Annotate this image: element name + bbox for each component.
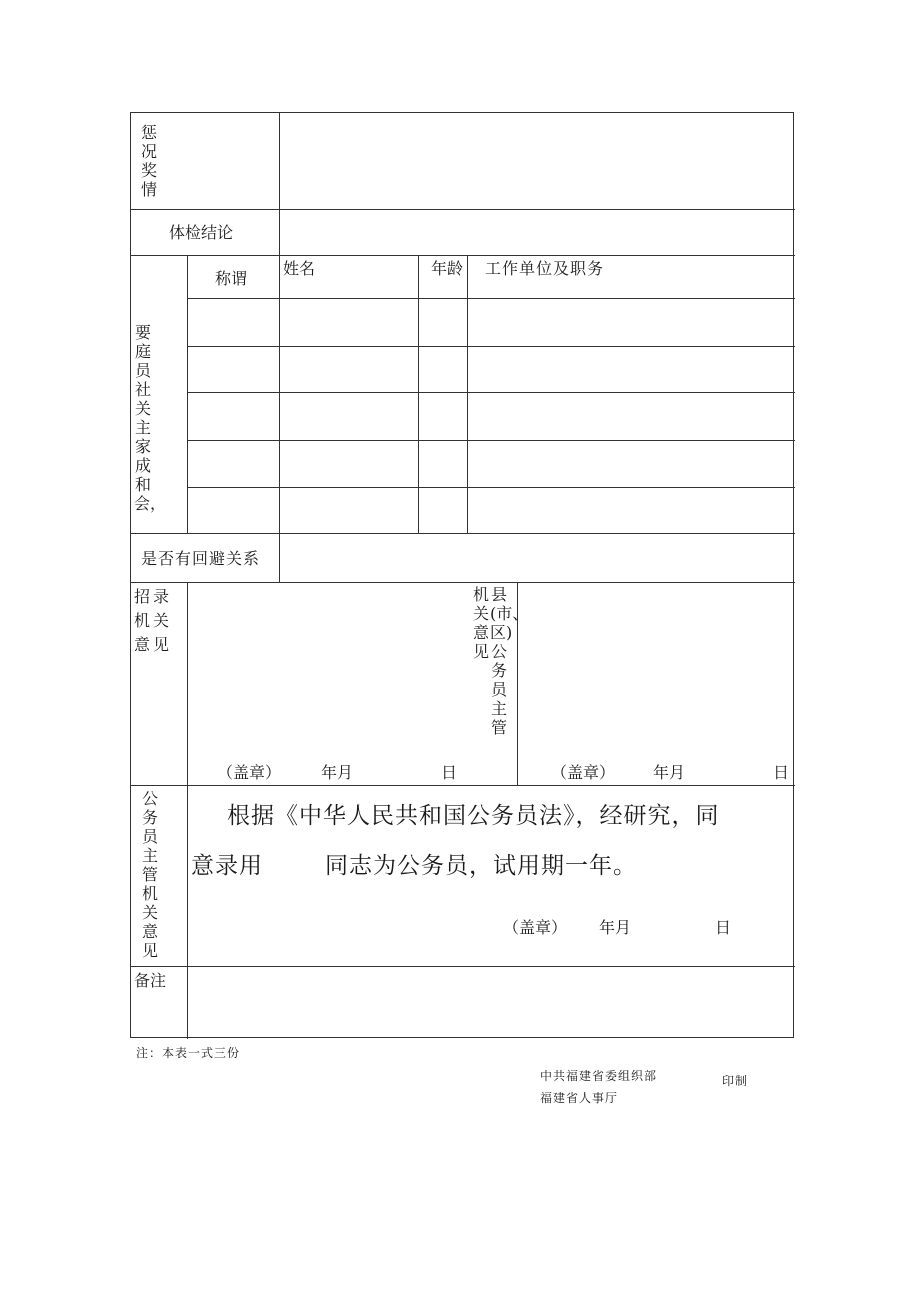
column-divider (279, 255, 280, 533)
recruiting-day: 日 (441, 763, 458, 782)
row-divider (131, 966, 795, 967)
medical-label: 体检结论 (169, 223, 234, 242)
footer-note: 注：本表一式三份 (136, 1046, 241, 1060)
row-divider (131, 582, 795, 583)
county-seal: （盖章） (551, 763, 616, 782)
column-divider (187, 582, 188, 1039)
column-divider (279, 113, 280, 255)
authority-date: 年月 (599, 918, 632, 937)
footer-printed: 印制 (722, 1074, 749, 1088)
authority-seal: （盖章） (503, 918, 568, 937)
footer-org1: 中共福建省委组织部 (540, 1069, 658, 1083)
row-divider (131, 255, 795, 256)
column-divider (187, 255, 188, 533)
remarks-label: 备注 (134, 971, 167, 990)
recruiting-seal: （盖章） (217, 763, 282, 782)
authority-statement-line2a: 意录用 (191, 853, 263, 879)
row-divider (131, 533, 795, 534)
county-date: 年月 (653, 763, 686, 782)
authority-statement-line2b: 同志为公务员，试用期一年。 (325, 853, 637, 879)
row-divider (131, 209, 795, 210)
avoidance-label: 是否有回避关系 (141, 549, 261, 568)
rewards-label: 惩况奖情 (140, 123, 157, 199)
authority-day: 日 (715, 918, 732, 937)
county-label-col2: 县(市、区)公务员主管 (490, 585, 529, 737)
header-work: 工作单位及职务 (485, 259, 605, 278)
authority-statement-line1: 根据《中华人民共和国公务员法》，经研究，同 (227, 803, 720, 829)
column-divider (279, 533, 280, 582)
family-side-label: 要庭员社关主家成和会， (134, 323, 167, 513)
footer-org2: 福建省人事厅 (540, 1091, 619, 1105)
authority-label: 公务员主管机关意见 (141, 789, 158, 960)
row-divider (131, 785, 795, 786)
column-divider (467, 255, 468, 533)
header-name: 姓名 (283, 259, 316, 278)
recruiting-date: 年月 (321, 763, 354, 782)
registration-form-table (130, 112, 794, 1038)
recruiting-label: 招录机关意见 (134, 587, 173, 654)
county-day: 日 (773, 763, 790, 782)
county-label-col1: 机关意见 (472, 585, 489, 661)
header-relation: 称谓 (215, 269, 248, 288)
column-divider (418, 255, 419, 533)
header-age: 年龄 (431, 259, 464, 278)
